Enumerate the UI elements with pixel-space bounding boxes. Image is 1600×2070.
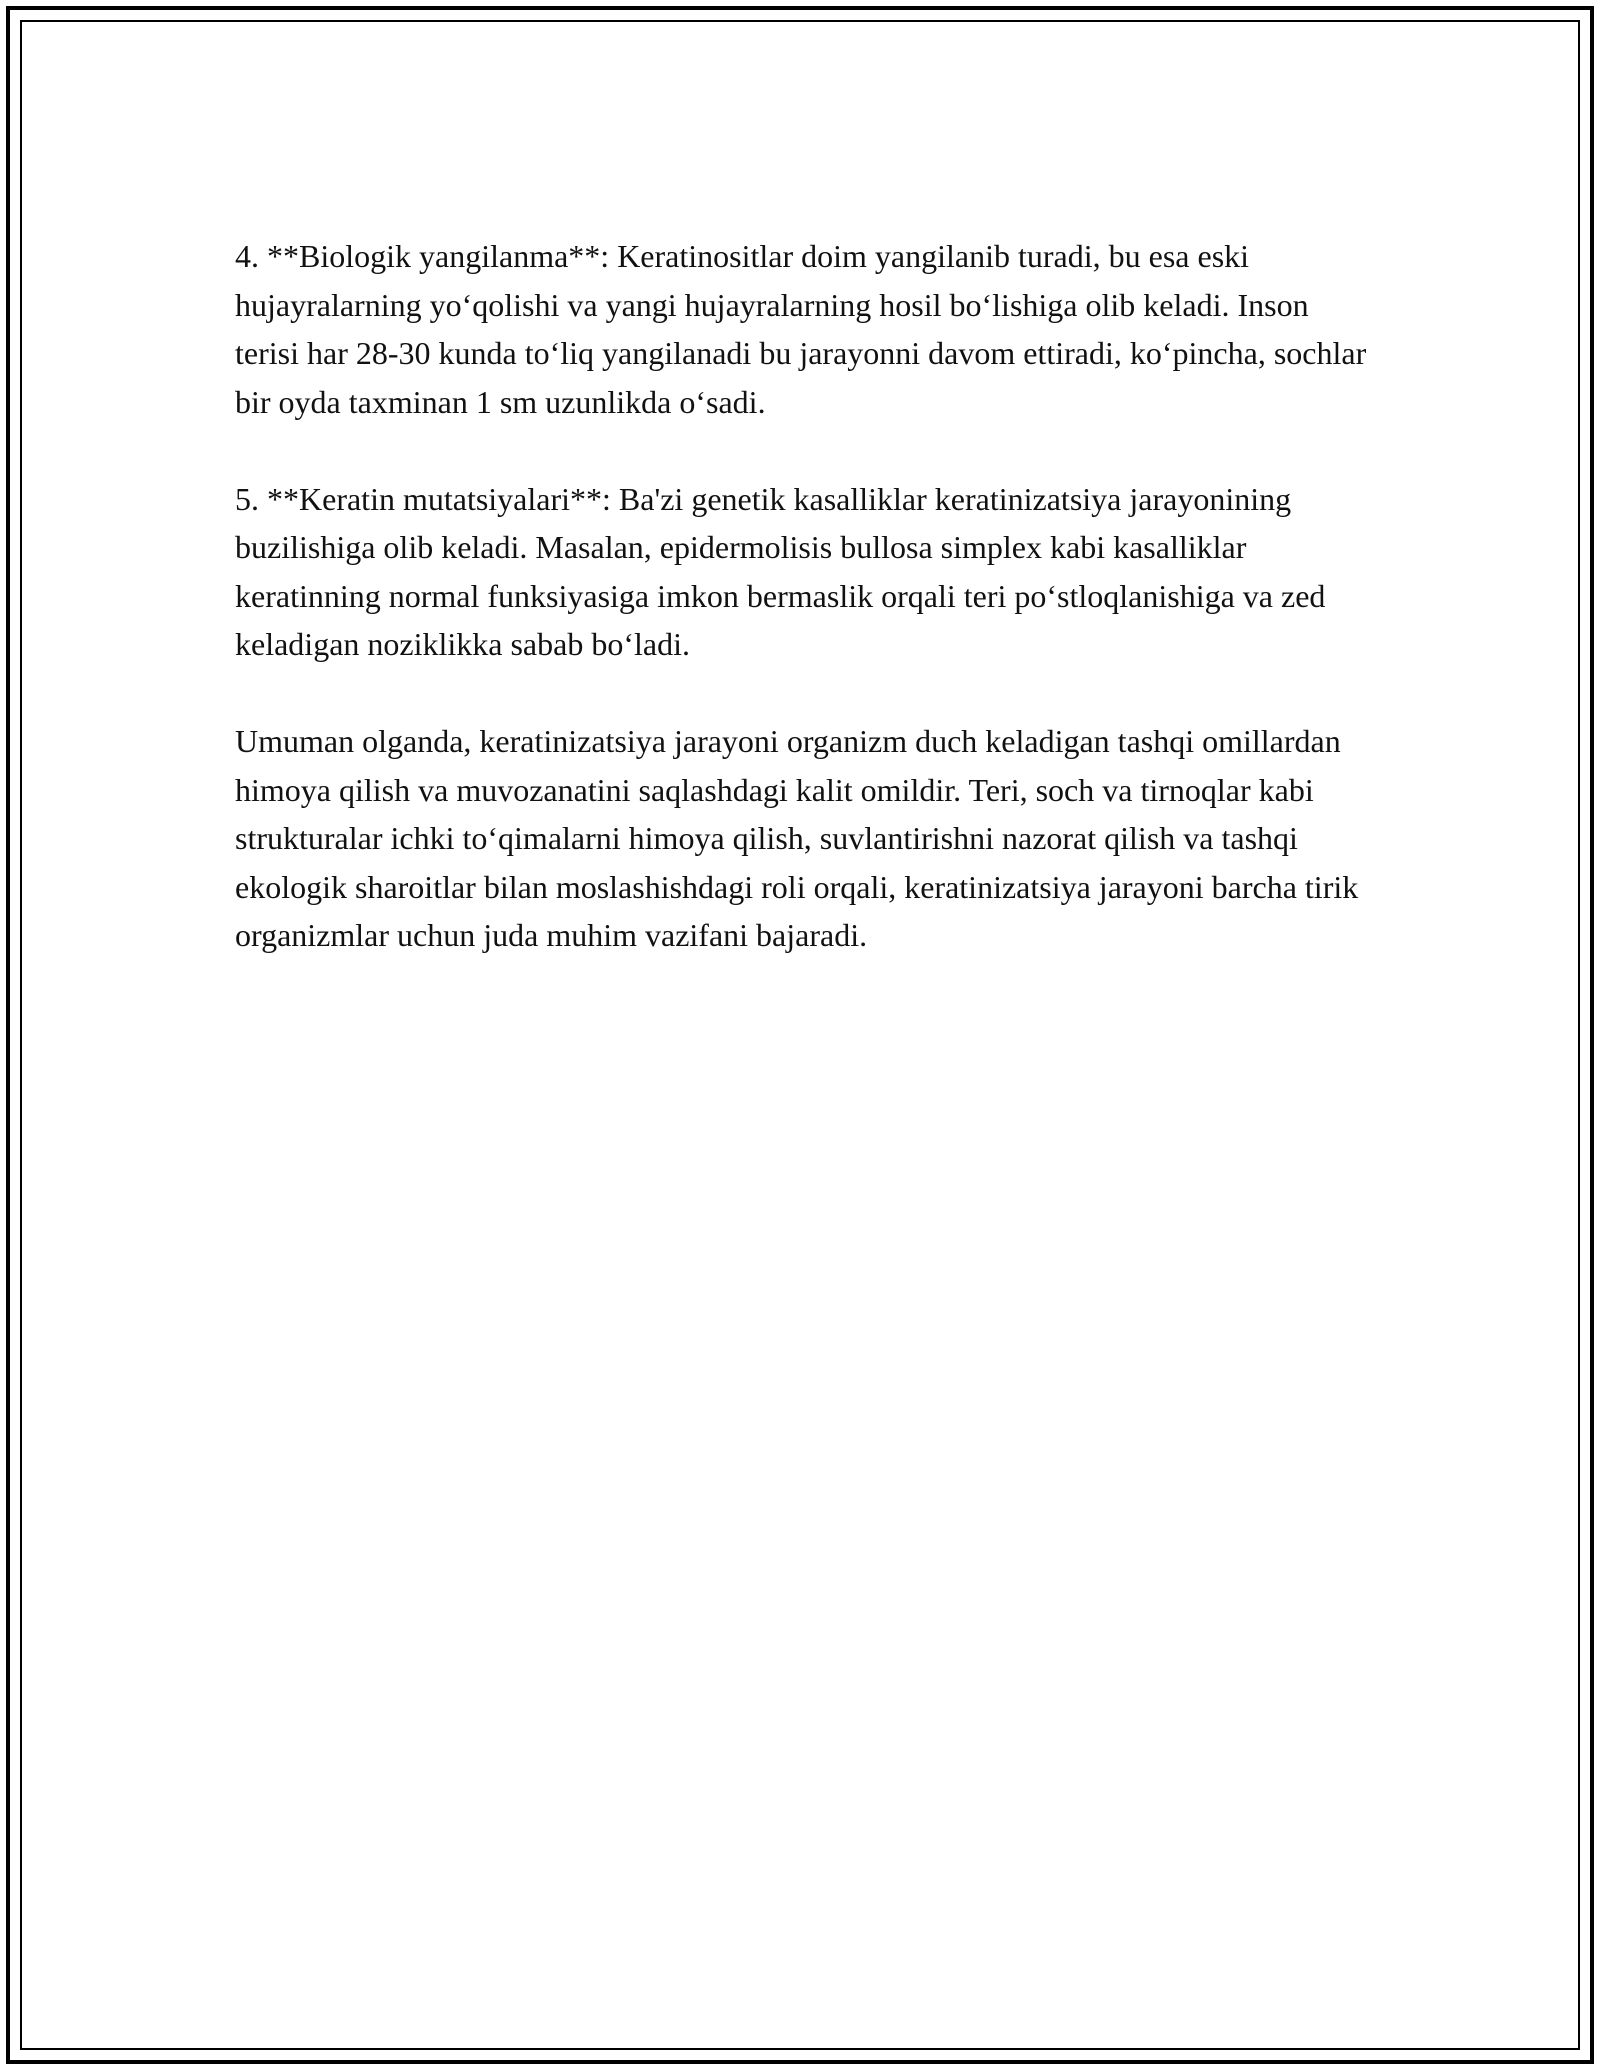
paragraph-keratin-mutatsiyalari: 5. **Keratin mutatsiyalari**: Ba'zi genetik kasalliklar keratinizatsiya jarayonining buzilishiga olib keladi. Masalan, epidermolisis bullosa simplex kabi kasalliklar keratinning normal funksiyasiga imkon bermaslik orqali teri po‘stloqlanishiga va zed keladigan noziklikka sabab bo‘ladi. (235, 480, 1326, 662)
document-body (235, 232, 1375, 1008)
paragraph-biologik-yangilanma: 4. **Biologik yangilanma**: Keratinositlar doim yangilanib turadi, bu esa eski hujayralarning yo‘qolishi va yangi hujayralarning hosil bo‘lishiga olib keladi. Inson terisi har 28-30 kunda to‘liq yangilanadi bu jarayonni davom ettiradi, ko‘pincha, sochlar bir oyda taxminan 1 sm uzunlikda o‘sadi. (235, 238, 1367, 420)
paragraph-conclusion: Umuman olganda, keratinizatsiya jarayoni organizm duch keladigan tashqi omillardan himoya qilish va muvozanatini saqlashdagi kalit omildir. Teri, soch va tirnoqlar kabi strukturalar ichki to‘qimalarni himoya qilish, suvlantirishni nazorat qilish va tashqi ekologik sharoitlar bilan moslashishdagi roli orqali, keratinizatsiya jarayoni barcha tirik organizmlar uchun juda muhim vazifani bajaradi. (235, 723, 1359, 953)
